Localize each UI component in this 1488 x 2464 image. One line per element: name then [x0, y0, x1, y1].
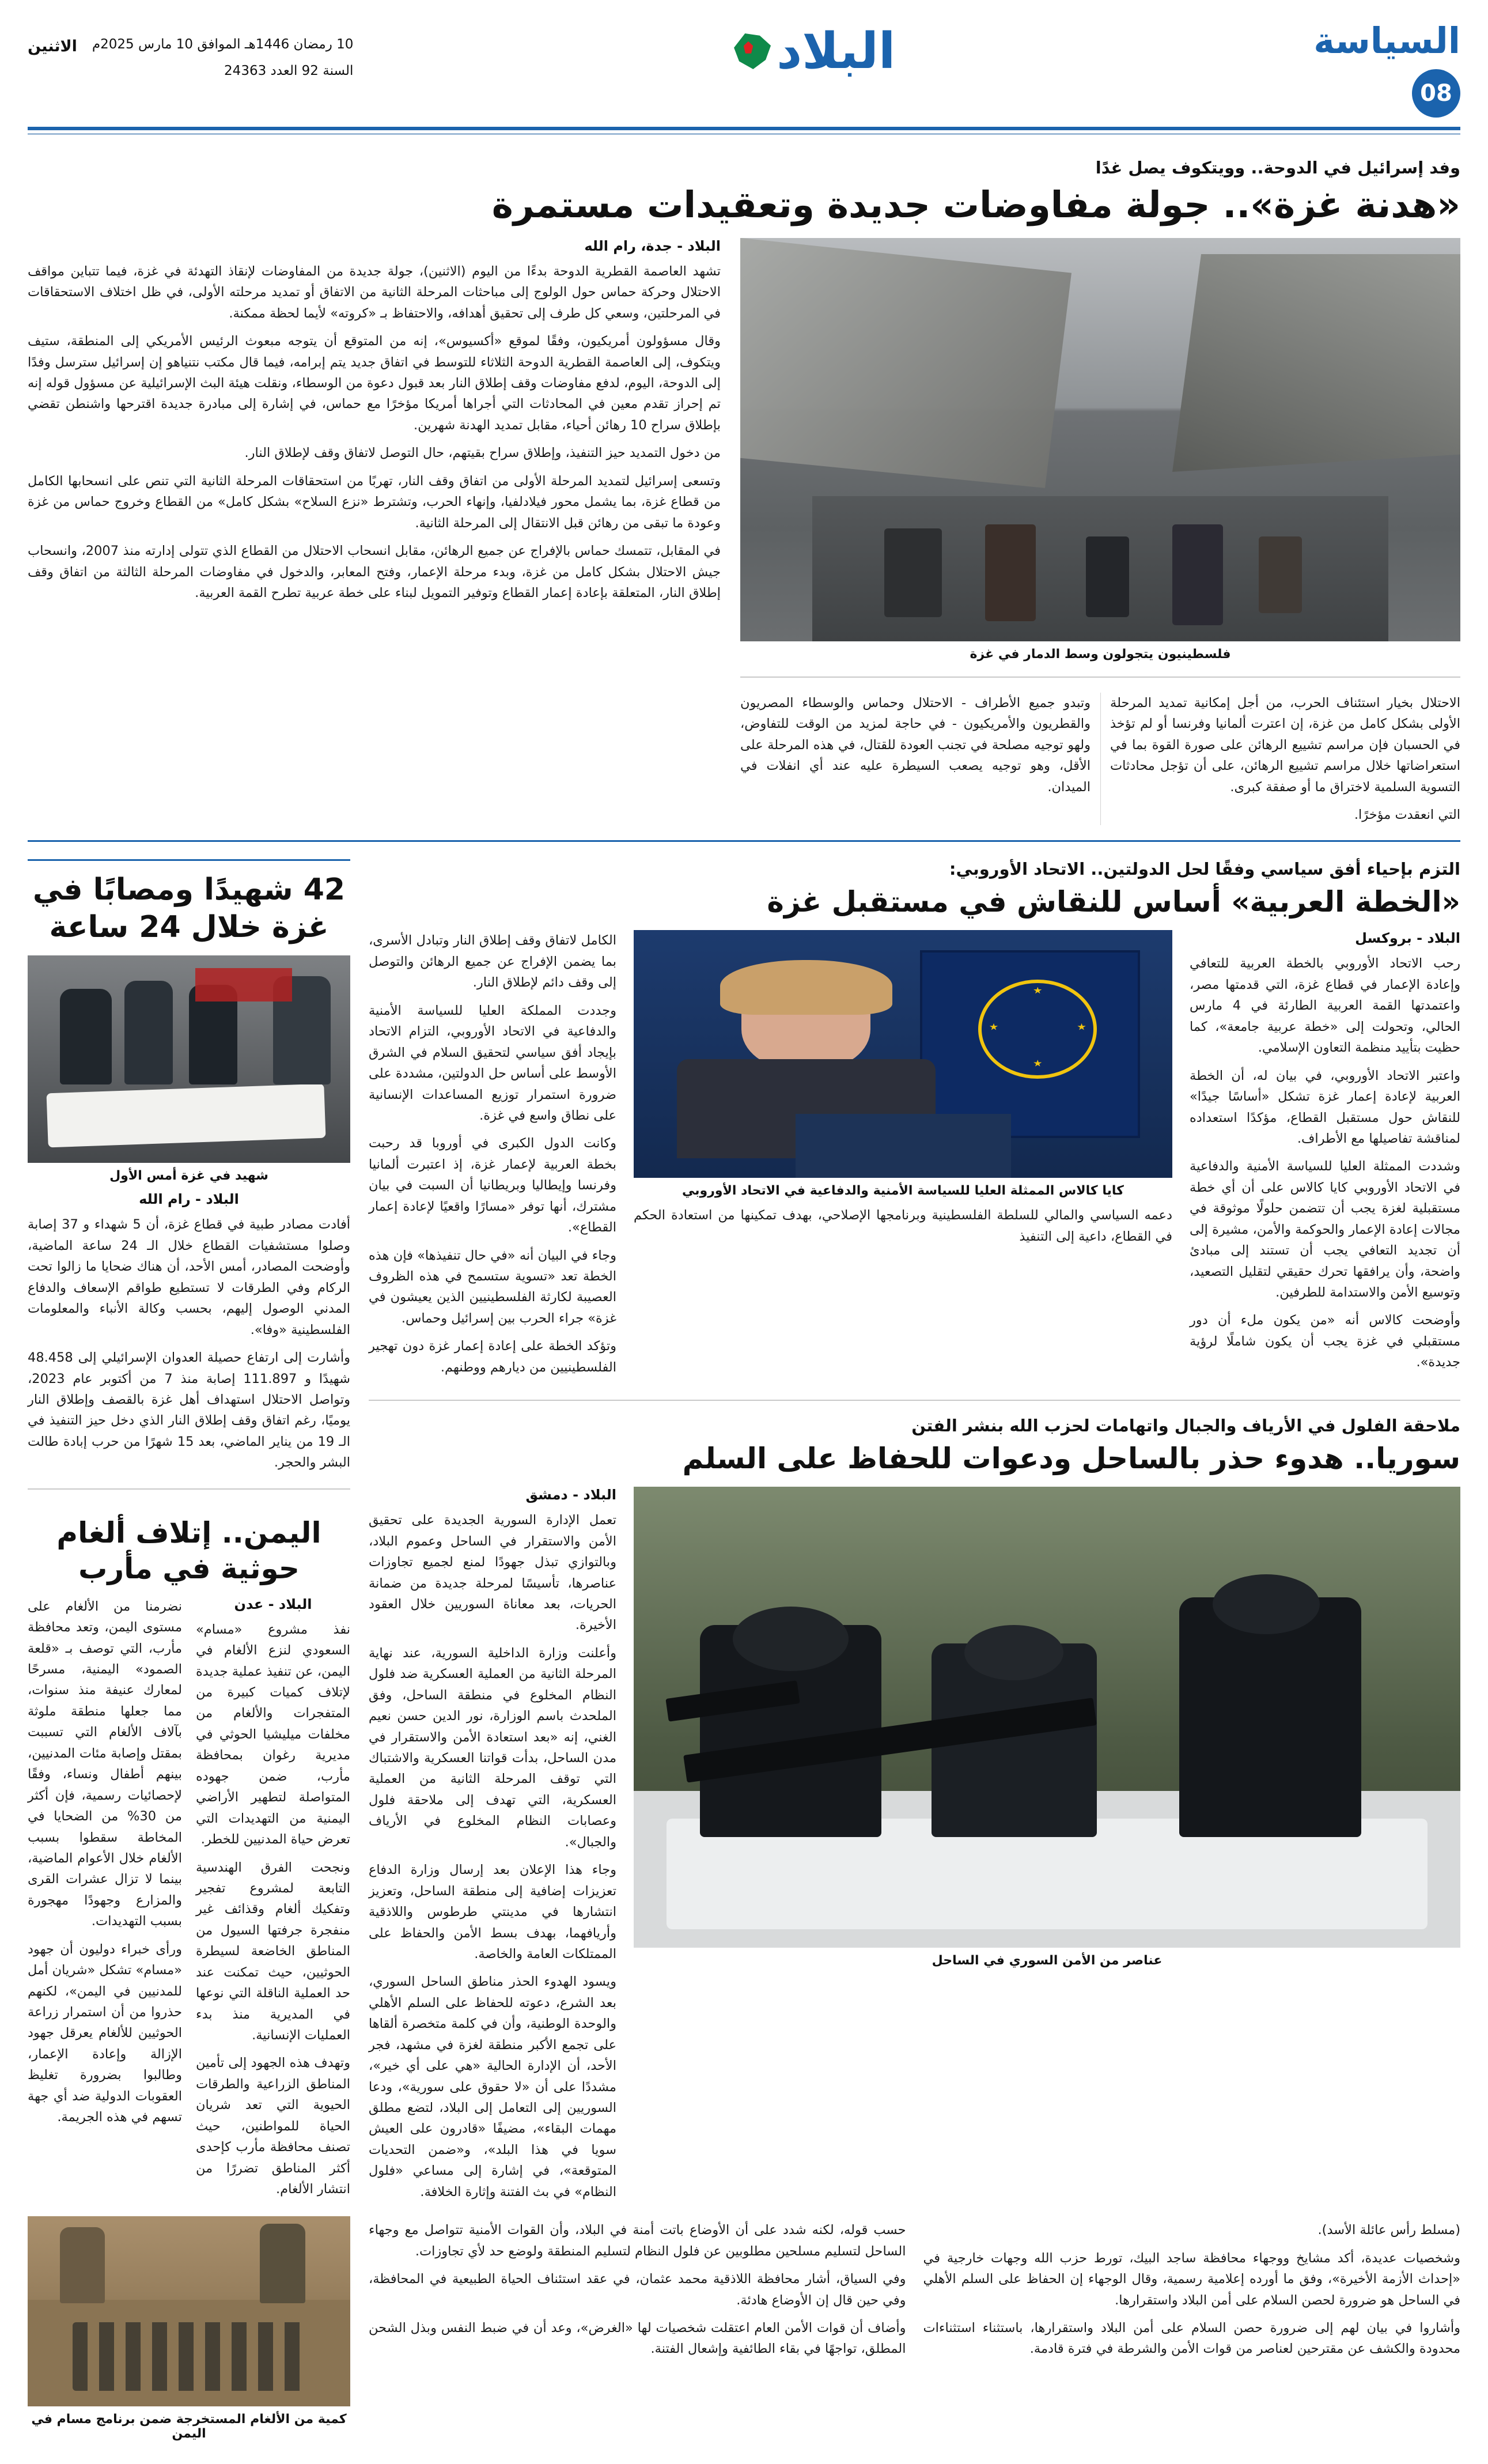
paragraph: ويسود الهدوء الحذر مناطق الساحل السوري، بعد الشرع، دعوته للحفاظ على السلم الأهلي والوحدة الوطنية، وأن في كلمة متخصرة ألقاها على تجمع الأكبر منطقة لغزة في مشهد، فجر الأحد، أن الإدارة الحالية «هي على أي خير»، مشددًا على أن «لا حقوق على سورية»، ودعا السوريين إلى التعامل إلى البلاد، لتضع مطلق مهمات البقاء»، مضيفًا «قادرون على العيش سويا في هذا البلد»، و«ضمن التحديات المتوقعة»، في إشارة إلى مساعي «فلول النظام» في بث الفتنة وإثارة الخلافة.	[369, 1974, 616, 2200]
syria-col-right	[369, 1487, 616, 2209]
syria-bottom-col-1	[923, 2220, 1461, 2367]
paragraph: وجددت المملكة العليا للسياسة الأمنية والدفاعية في الاتحاد الأوروبي، التزام الاتحاد بإيجاد أفق سياسي لتحقيق السلام في الشرق الأوسط على أساس حل الدولتين، مشددة على ضرورة استمرار توزيع المساعدات الإنسانية على نطاق واسع في غزة.	[369, 1003, 616, 1123]
paragraph: الاحتلال بخيار استئناف الحرب، من أجل إمكانية تمديد المرحلة الأولى بشكل كامل من غزة، إن اعترت ألمانيا وفرنسا أو لم تؤخذ في الحسبان فإن مراسم تشييع الرهائن على صورة القوة بما في استعراضاتها خلال مراسم تشييع الرهائن، على أن تؤجل محادثات التسوية السلمية لاختراق ما أو صفقة كبرى.	[1110, 695, 1460, 795]
top-story-lower-text	[740, 693, 1460, 826]
syria-bottom-col-2	[369, 2220, 906, 2367]
photo-caption: شهيد في غزة أمس الأول	[109, 1169, 268, 1184]
paragraph: وأشارت إلى ارتفاع حصيلة العدوان الإسرائيلي إلى 48.458 شهيدًا و 111.897 إصابة منذ 7 من أكتوبر عام 2023، وتواصل الاحتلال استهداف أهل غزة بالقصف وإطلاق النار يوميًا، رغم اتفاق وقف إطلاق النار الذي دخل حيز التنفيذ في الـ 19 من يناير الماضي، بعد 15 شهرًا من حرب إبادة طالت البشر والحجر.	[28, 1350, 350, 1471]
masthead-rule-thin	[28, 133, 1460, 135]
divider	[740, 677, 1460, 678]
paragraph: التي انعقدت مؤخرًا.	[1354, 807, 1460, 823]
section-title: السياسة	[1313, 20, 1460, 62]
paragraph: واعتبر الاتحاد الأوروبي، في بيان له، أن الخطة العربية لإعادة إعمار غزة تشكل «أساسًا جيدًا» للنقاش حول مستقبل القطاع، مؤكدًا استعداده لمناقشة تفاصيلها مع الأطراف.	[1190, 1068, 1460, 1146]
masthead-year-issue: السنة 92 العدد 24363	[224, 63, 354, 78]
paragraph: رحب الاتحاد الأوروبي بالخطة العربية للتعافي وإعادة الإعمار في قطاع غزة، التي قدمتها مصر، واعتمدتها القمة العربية الطارئة في 4 مارس الحالي، وتحولت إلى «خطة عربية جامعة»، كما حظيت بتأييد منظمة التعاون الإسلامي.	[1190, 956, 1460, 1056]
paragraph: من دخول التمديد حيز التنفيذ، وإطلاق سراح بقيتهم، حال التوصل لاتفاق وقف لإطلاق النار.	[244, 445, 721, 461]
headline: «الخطة العربية» أساس للنقاش في مستقبل غزة	[767, 885, 1460, 919]
photo-caption: كمية من الألغام المستخرجة ضمن برنامج مسام في اليمن	[31, 2412, 347, 2441]
kicker: التزم بإحياء أفق سياسي وفقًا لحل الدولتين.. الاتحاد الأوروبي:	[949, 859, 1460, 879]
paragraph: نضرمنا من الألغام على مستوى اليمن، وتعد محافظة مأرب، التي توصف بـ «قلعة الصمود» اليمنية، مسرحًا لمعارك عنيفة منذ سنوات، مما جعلها منطقة ملوثة بآلاف الألغام التي تسببت بمقتل وإصابة مئات المدنيين، بينهم أطفال ونساء، وفقًا لإحصائيات رسمية، فإن أكثر من 30% من الضحايا في المخاطة سقطوا بسبب الألغام خلال الأعوام الماضية، بينما لا تزال عشرات القرى والمزارع وجهودًا مهجورة بسبب التهديدات.	[28, 1598, 182, 1929]
photo-gaza-rubble	[740, 238, 1460, 641]
paragraph: دعمه السياسي والمالي للسلطة الفلسطينية وبرنامجها الإصلاحي، بهدف تمكينها من استعادة الحكم في القطاع، داعية إلى التنفيذ	[634, 1208, 1172, 1244]
photo-syria-security	[634, 1487, 1460, 1948]
mines-col-right	[28, 1596, 182, 2207]
paragraph: في المقابل، تتمسك حماس بالإفراج عن جميع الرهائن، مقابل انسحاب الاحتلال من القطاع الذي تتولى إدارته منذ 2007، وانسحاب جيش الاحتلال بشكل كامل من غزة، وبدء مرحلة الإعمار، وفتح المعابر، والدخول في مفاوضات المرحلة الثالثة من اتفاق وقف إطلاق النار، المتعلقة بإعادة إعمار القطاع وتوفير التمويل لبناء على خطة عربية تطرح القمة العربية.	[28, 543, 721, 600]
top-photo-block	[740, 238, 1460, 826]
europe-col-right	[1190, 930, 1460, 1385]
byline: البلاد - دمشق	[525, 1487, 616, 1503]
paragraph: وأوضحت كالاس أنه «من يكون ملء أن دور مستقبلي في غزة يجب أن يكون شاملًا لرؤية جديدة».	[1190, 1313, 1460, 1370]
paragraph: وقال مسؤولون أمريكيون، وفقًا لموقع «أكسيوس»، إنه من المتوقع أن يتوجه مبعوث الرئيس الأمريكي إلى المنطقة، ستيف ويتكوف، إلى العاصمة القطرية الدوحة الثلاثاء للتوسط في اتفاق جديد يتم إبرامه، فيما قال مكتب نتنياهو إن إسرائيل سترسل وفدًا إلى الدوحة، اليوم، لدفع مفاوضات وقف إطلاق النار بعد قبول دعوة من الوسطاء، ونقلت هيئة البث الإسرائيلية عن مسؤول قوله إنه تم إحراز تقدم معين في المحادثات التي أجراها أمريكا مؤخرًا مع حماس، في إشارة إلى مبادرة جديدة اقترحها واشنطن تقضي بإطلاق سراح 10 رهائن أحياء، مقابل تمديد الهدنة شهرين.	[28, 334, 721, 433]
paragraph: الكامل لاتفاق وقف إطلاق النار وتبادل الأسرى، بما يضمن الإفراج عن جميع الرهائن والتوصل إلى وقف دائم لإطلاق النار.	[369, 933, 616, 991]
masthead-rule	[28, 127, 1460, 130]
paragraph: تعمل الإدارة السورية الجديدة على تحقيق الأمن والاستقرار في الساحل وعموم البلاد، وبالتوازي تبذل جهودًا لمنع لجميع تجاوزات عناصرها، تأسيسًا لمرحلة جديدة من ضمانة الحريات، بعد معاناة السوريين خلال العقود الأخيرة.	[369, 1513, 616, 1633]
kicker: ملاحقة الفلول في الأرياف والجبال واتهامات لحزب الله بنشر الفتن	[911, 1416, 1460, 1436]
headline: اليمن.. إتلاف ألغام حوثية في مأرب	[56, 1516, 321, 1586]
article-syria	[369, 1416, 1460, 2367]
kicker: وفد إسرائيل في الدوحة.. وويتكوف يصل غدًا	[1095, 158, 1460, 177]
logo-text: البلاد	[777, 22, 896, 80]
article-europe-plan	[369, 859, 1460, 2440]
paragraph: وأضاف أن قوات الأمن العام اعتقلت شخصيات لها «الغرض»، وعد أن في ضبط النفس وبذل الشحن المطلق، تواجهًا في بقاء الطائفية وإشعال الفتنة.	[369, 2320, 906, 2357]
byline: البلاد - رام الله	[139, 1191, 239, 1208]
paragraph: نفذ مشروع «مسام» السعودي لنزع الألغام في اليمن، عن تنفيذ عملية جديدة لإتلاف كميات كبيرة من المتفجرات والألغام من مخلفات ميليشيا الحوثي في مديرية رغوان بمحافظة مأرب، ضمن جهوده المتواصلة لتطهير الأراضي اليمنية من التهديدات التي تعرض حياة المدنيين للخطر.	[196, 1622, 350, 1847]
divider	[369, 1400, 1460, 1401]
paragraph: وشخصيات عديدة، أكد مشايخ ووجهاء محافظة ساجد البيك، تورط حزب الله وجهات خارجية في «إحداث الأزمة الأخيرة»، وفق ما أورده إعلامية رسمية، وقال الوجهاء إن الحفاظ على السلم الأهلي في الساحل هو ضرورة لحصن السلام على أمن البلاد واستقرارها.	[923, 2250, 1460, 2308]
masthead-section	[1276, 20, 1460, 118]
paragraph: وجاء هذا الإعلان بعد إرسال وزارة الدفاع تعزيزات إضافية إلى منطقة الساحل، وتعزيز انتشارها في مدينتي طرطوس واللاذقية وأريافهما، بهدف بسط الأمن والحفاظ على الممتلكات العامة والخاصة.	[369, 1862, 616, 1962]
mid-band	[28, 859, 1460, 2440]
syria-photo-block	[634, 1487, 1460, 2209]
byline: البلاد - بروكسل	[1355, 930, 1460, 947]
paragraph: أفادت مصادر طبية في قطاع غزة، أن 5 شهداء و 37 إصابة وصلوا مستشفيات القطاع خلال الـ 24 ساعة الماضية، وأوضحت المصادر، أمس الأحد، أن هناك ضحايا ما زالوا تحت الركام وفي الطرقات لا تستطيع طواقم الإسعاف والدفاع المدني الوصول إليهم، بحسب وكالة الأنباء والمعلومات الفلسطينية «وفا».	[28, 1217, 350, 1337]
paragraph: وتسعى إسرائيل لتمديد المرحلة الأولى من اتفاق وقف النار، تهربًا من استحقاقات المرحلة الثانية التي تنص على انسحابها الكامل من قطاع غزة، بما يشمل محور فيلادلفيا، وإنهاء الحرب، وتشترط «نزع السلاح» بشكل كامل» من القطاع وخروج حماس من غزة وعودة ما تبقى من رهائن قبل الانتقال إلى المرحلة الثانية.	[28, 473, 721, 531]
divider	[28, 1488, 350, 1490]
divider-blue	[28, 840, 1460, 842]
paragraph: وجاء في البيان أنه «في حال تنفيذها» فإن هذه الخطة تعد «تسوية ستسمح في هذه الظروف العصيبة لكارثة الفلسطينيين الذين يعيشون في غزة» جراء الحرب بين إسرائيل وحماس.	[369, 1248, 616, 1326]
top-story-text	[28, 238, 721, 826]
photo-caption: كايا كالاس الممثلة العليا للسياسة الأمنية والدفاعية في الاتحاد الأوروبي	[682, 1184, 1124, 1199]
page-number-badge: 08	[1412, 69, 1460, 118]
sidebar-article-martyrs	[28, 859, 350, 1473]
photo-gaza-martyr	[28, 955, 350, 1163]
europe-photo-block	[634, 930, 1172, 1385]
paragraph: (مسلط رأس عائلة الأسد).	[1317, 2223, 1460, 2238]
paragraph: وتؤكد الخطة على إعادة إعمار غزة دون تهجير الفلسطينيين من ديارهم ووطنهم.	[369, 1339, 616, 1375]
byline: البلاد - عدن	[234, 1596, 312, 1612]
headline: سوريا.. هدوء حذر بالساحل ودعوات للحفاظ على السلم	[682, 1442, 1460, 1476]
headline: 42 شهيدًا ومصابًا في غزة خلال 24 ساعة	[32, 872, 346, 945]
photo-caption: عناصر من الأمن السوري في الساحل	[932, 1953, 1163, 1968]
paragraph: وتبدو جميع الأطراف - الاحتلال وحماس والوسطاء المصريون والقطريون والأمريكيون - في حاجة لمزيد من الوقت للتفاوض، ولهو توجيه مصلحة في تجنب العودة للقتال، في هذه المرحلة على الأقل، وهو توجيه يصعب السيطرة عليه عند أي انفلات في الميدان.	[740, 695, 1091, 795]
paragraph: ونجحت الفرق الهندسية التابعة لمشروع تفجير وتفكيك ألغام وقذائف غير منفجرة جرفتها السيول من المناطق الخاضعة لسيطرة الحوثيين، حيث تمكنت عند حد العملية الناقلة التي نوعها في المديرية منذ بدء العمليات الإنسانية.	[196, 1860, 350, 2043]
paragraph: وأشاروا في بيان لهم إلى ضرورة حصن السلام على أمن البلاد واستقرارها، باستثناء استثناءات محدودة والكشف عن مقترحين لعناصر من قوات الأمن والشرطة في فترة قادمة.	[923, 2320, 1460, 2357]
paragraph: تشهد العاصمة القطرية الدوحة بدءًا من اليوم (الاثنين)، جولة جديدة من المفاوضات لإنقاذ التهدئة في غزة، فيما تتباين مواقف الاحتلال وحركة حماس حول الولوج إلى مباحثات المرحلة الثانية من الاتفاق أو تمديد مرحلته الأولى، في ظل اختلاف الاستحقاقات في المرحلتين، وسعي كل طرف إلى تحقيق أهدافه، والاحتفاظ بـ «كروته» لأيما لحظة ممكنة.	[28, 263, 721, 321]
sidebar	[28, 859, 350, 2440]
photo-mines-yemen	[28, 2216, 350, 2406]
sidebar-article-mines	[28, 1505, 350, 2441]
paragraph: وتهدف هذه الجهود إلى تأمين المناطق الزراعية والطرقات الحيوية التي تعد شريان الحياة للمواطنين، حيث تصنف محافظة مأرب كإحدى أكثر المناطق تضررًا من انتشار الألغام.	[196, 2055, 350, 2197]
logo-mark-icon	[734, 33, 771, 69]
page-title: «هدنة غزة».. جولة مفاوضات جديدة وتعقيدات مستمرة	[491, 184, 1460, 226]
paragraph: ورأى خبراء دوليون أن جهود «مسام» تشكل «شريان أمل للمدنيين في اليمن»، لكنهم حذروا من أن استمرار زراعة الحوثيين للألغام يعرقل جهود الإزالة وإعادة الإعمار، وطالبوا بضرورة تغليظ العقوبات الدولية ضد أي جهة تسهم في هذه الجريمة.	[28, 1941, 182, 2125]
article-gaza-truce	[28, 158, 1460, 825]
mines-col-left	[196, 1596, 350, 2207]
paragraph: وأعلنت وزارة الداخلية السورية، عند نهاية المرحلة الثانية من العملية العسكرية ضد فلول النظام المخلوع في منطقة الساحل، وفق الملحدث باسم الوزارة، نور الدين حسن نعيم الغني، إنه «بعد استعادة الأمن والاستقرار في مدن الساحل، بدأت قواتنا العسكرية والاشتباك التي توقف المرحلة الثانية من العملية العسكرية، التي تهدف إلى ملاحقة فلول وعصابات النظام المخلوع في الأرياف والجبال».	[369, 1645, 616, 1850]
masthead-date	[28, 23, 353, 82]
paragraph: وكانت الدول الكبرى في أوروبا قد رحبت بخطة العربية لإعمار غزة، إذ اعتبرت ألمانيا وفرنسا وإيطاليا وبريطانيا أن السبت في بيان مشترك، أنها توفر «مسارًا واقعيًا لإعادة إعمار القطاع».	[369, 1136, 616, 1235]
masthead-day: الاثنين	[28, 37, 77, 55]
paragraph: وفي السياق، أشار محافظة اللاذقية محمد عثمان، في عقد استئناف الحياة الطبيعية في المحافظة، وفي حين قال إن الأوضاع هادئة.	[369, 2272, 906, 2308]
masthead	[28, 0, 1460, 118]
paragraph: وشددت الممثلة العليا للسياسة الأمنية والدفاعية في الاتحاد الأوروبي كايا كالاس على أن أي خطة مستقبلية لغزة يجب أن تتضمن حلولًا موثوقة في مجالات إعادة الإعمار والحوكمة والأمن، مشيرة إلى أن تجديد التعافي يجب أن تستند إلى مبادئ واضحة، وأن يرافقها تحرك حقيقي لتقليل التصعيد، وتوسيع الأمن والاستدامة للطرفين.	[1190, 1159, 1460, 1301]
europe-col-left	[369, 930, 616, 1385]
byline: البلاد - جدة، رام الله	[584, 237, 721, 254]
masthead-logo	[353, 22, 1276, 80]
photo-kaja-kallas	[634, 930, 1172, 1178]
masthead-hijri-gregorian: 10 رمضان 1446هـ الموافق 10 مارس 2025م	[92, 37, 354, 52]
paragraph: حسب قوله، لكنه شدد على أن الأوضاع باتت أمنة في البلاد، وأن القوات الأمنية تتواصل مع وجهاء الساحل لتسليم مسلحين مطلوبين عن فلول النظام لتسليم المنطقة ولوضع حد لأي تجاوزات.	[369, 2223, 906, 2259]
photo-caption: فلسطينيون يتجولون وسط الدمار في غزة	[970, 647, 1231, 662]
